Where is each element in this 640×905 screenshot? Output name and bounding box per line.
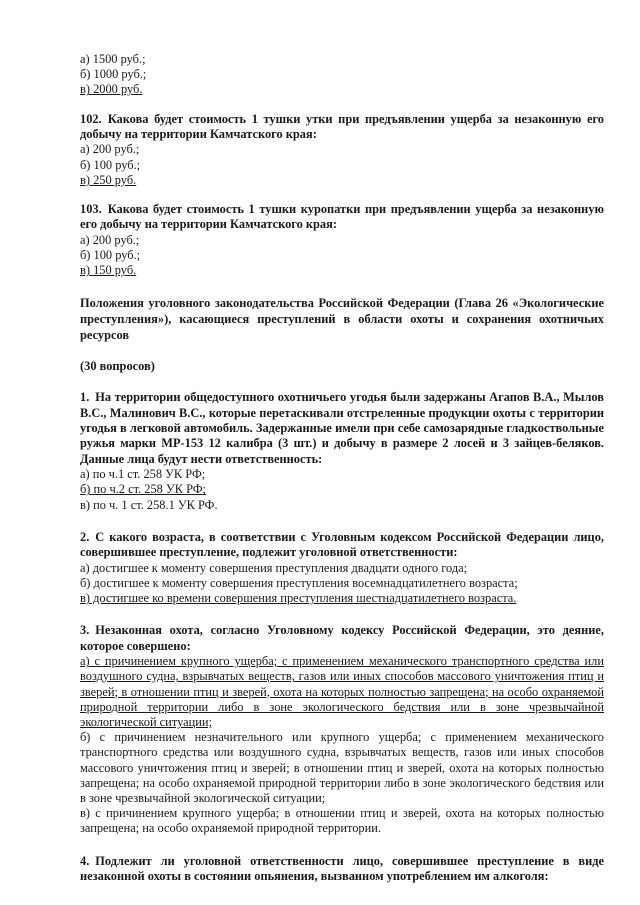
- option-b: б) 100 руб.;: [80, 248, 141, 263]
- option-a: а) 200 руб.;: [80, 142, 140, 157]
- question-count: (30 вопросов): [80, 359, 155, 374]
- option-a-correct: а) с причинением крупного ущерба; с применением механического транспортного средства или воздушного судна, взрывчатых веществ, газов или иных способов массового уничтожения птиц и зверей; в отношении птиц и зверей, охота на которых полностью запрещена; на особо охраняемой природной территории либо в зоне экологического бедствия или в зоне чрезвычайной экологической ситуации;: [80, 654, 604, 729]
- option-a: а) достигшее к моменту совершения преступления двадцати одного года;: [80, 560, 468, 575]
- section-title: Положения уголовного законодательства Российской Федерации (Глава 26 «Экологические преступления»), касающиеся преступлений в области охоты и сохранения охотничьих ресурсов: [80, 296, 604, 342]
- question-number: 1.: [80, 390, 90, 405]
- option-b: б) достигшее к моменту совершения преступления восемнадцатилетнего возраста;: [80, 575, 518, 590]
- option-b: б) 100 руб.;: [80, 157, 141, 172]
- question-text: Какова будет стоимость 1 тушки утки при предъявлении ущерба за незаконную его добычу на территории Камчатского края:: [80, 111, 604, 142]
- option-c-correct: в) 150 руб.: [80, 263, 137, 278]
- option-a: а) 1500 руб.;: [80, 52, 146, 66]
- option-c-correct: в) достигшее ко времени совершения преступления шестнадцатилетнего возраста.: [80, 591, 517, 606]
- question-text: Подлежит ли уголовной ответственности лицо, совершившее преступление в виде незаконной охоты в состоянии опьянения, вызванном употреблением им алкоголя:: [80, 853, 604, 883]
- question-text: Какова будет стоимость 1 тушки куропатки при предъявлении ущерба за незаконную его добычу на территории Камчатского края:: [80, 202, 604, 232]
- question-number: 103.: [80, 202, 102, 217]
- question-text: На территории общедоступного охотничьего угодья были задержаны Агапов В.А., Мылов В.С., Малинович В.С., которые перетаскивали отстреленные продукции охоты с территории угодья в легковой автомобиль. Задержанные имели при себе самозарядные гладкоствольные ружья марки МР-153 12 калибра (3 шт.) и добычу в размере 2 лосей и 3 зайцев-беляков. Данные лица будут нести ответственность:: [80, 390, 604, 466]
- question-3: [80, 623, 604, 836]
- question-number: 3.: [80, 623, 90, 638]
- option-a: а) 200 руб.;: [80, 232, 140, 247]
- question-number: 4.: [80, 853, 90, 868]
- question-102: [80, 112, 604, 188]
- question-number: 2.: [80, 529, 90, 544]
- option-b: б) с причинением незначительного или крупного ущерба; с применением механического транспортного средства или воздушного судна, взрывчатых веществ, газов или иных способов массового уничтожения птиц и зверей; в отношении птиц и зверей, охота на которых полностью запрещена; на особо охраняемой природной территории либо в зоне экологического бедствия или в зоне чрезвычайной экологической ситуации;: [80, 730, 604, 805]
- top-options: [80, 52, 604, 98]
- option-b-correct: б) по ч.2 ст. 258 УК РФ;: [80, 482, 206, 497]
- question-text: Незаконная охота, согласно Уголовному кодексу Российской Федерации, это деяние, которое совершено:: [80, 623, 604, 653]
- question-text: С какого возраста, в соответствии с Уголовным кодексом Российской Федерации лицо, совершившее преступление, подлежит уголовной ответственности:: [80, 529, 604, 560]
- option-c: в) по ч. 1 ст. 258.1 УК РФ.: [80, 497, 218, 512]
- option-c-correct: в) 2000 руб.: [80, 82, 143, 97]
- question-2: [80, 530, 604, 606]
- option-b: б) 1000 руб.;: [80, 67, 147, 82]
- option-a: а) по ч.1 ст. 258 УК РФ;: [80, 467, 206, 482]
- question-number: 102.: [80, 111, 102, 126]
- question-103: [80, 202, 604, 278]
- question-4: [80, 854, 604, 885]
- question-1: [80, 390, 604, 513]
- option-c: в) с причинением крупного ущерба; в отношении птиц и зверей, охота на которых полностью запрещена; на особо охраняемой природной территории.: [80, 806, 604, 836]
- option-c-correct: в) 250 руб.: [80, 172, 137, 187]
